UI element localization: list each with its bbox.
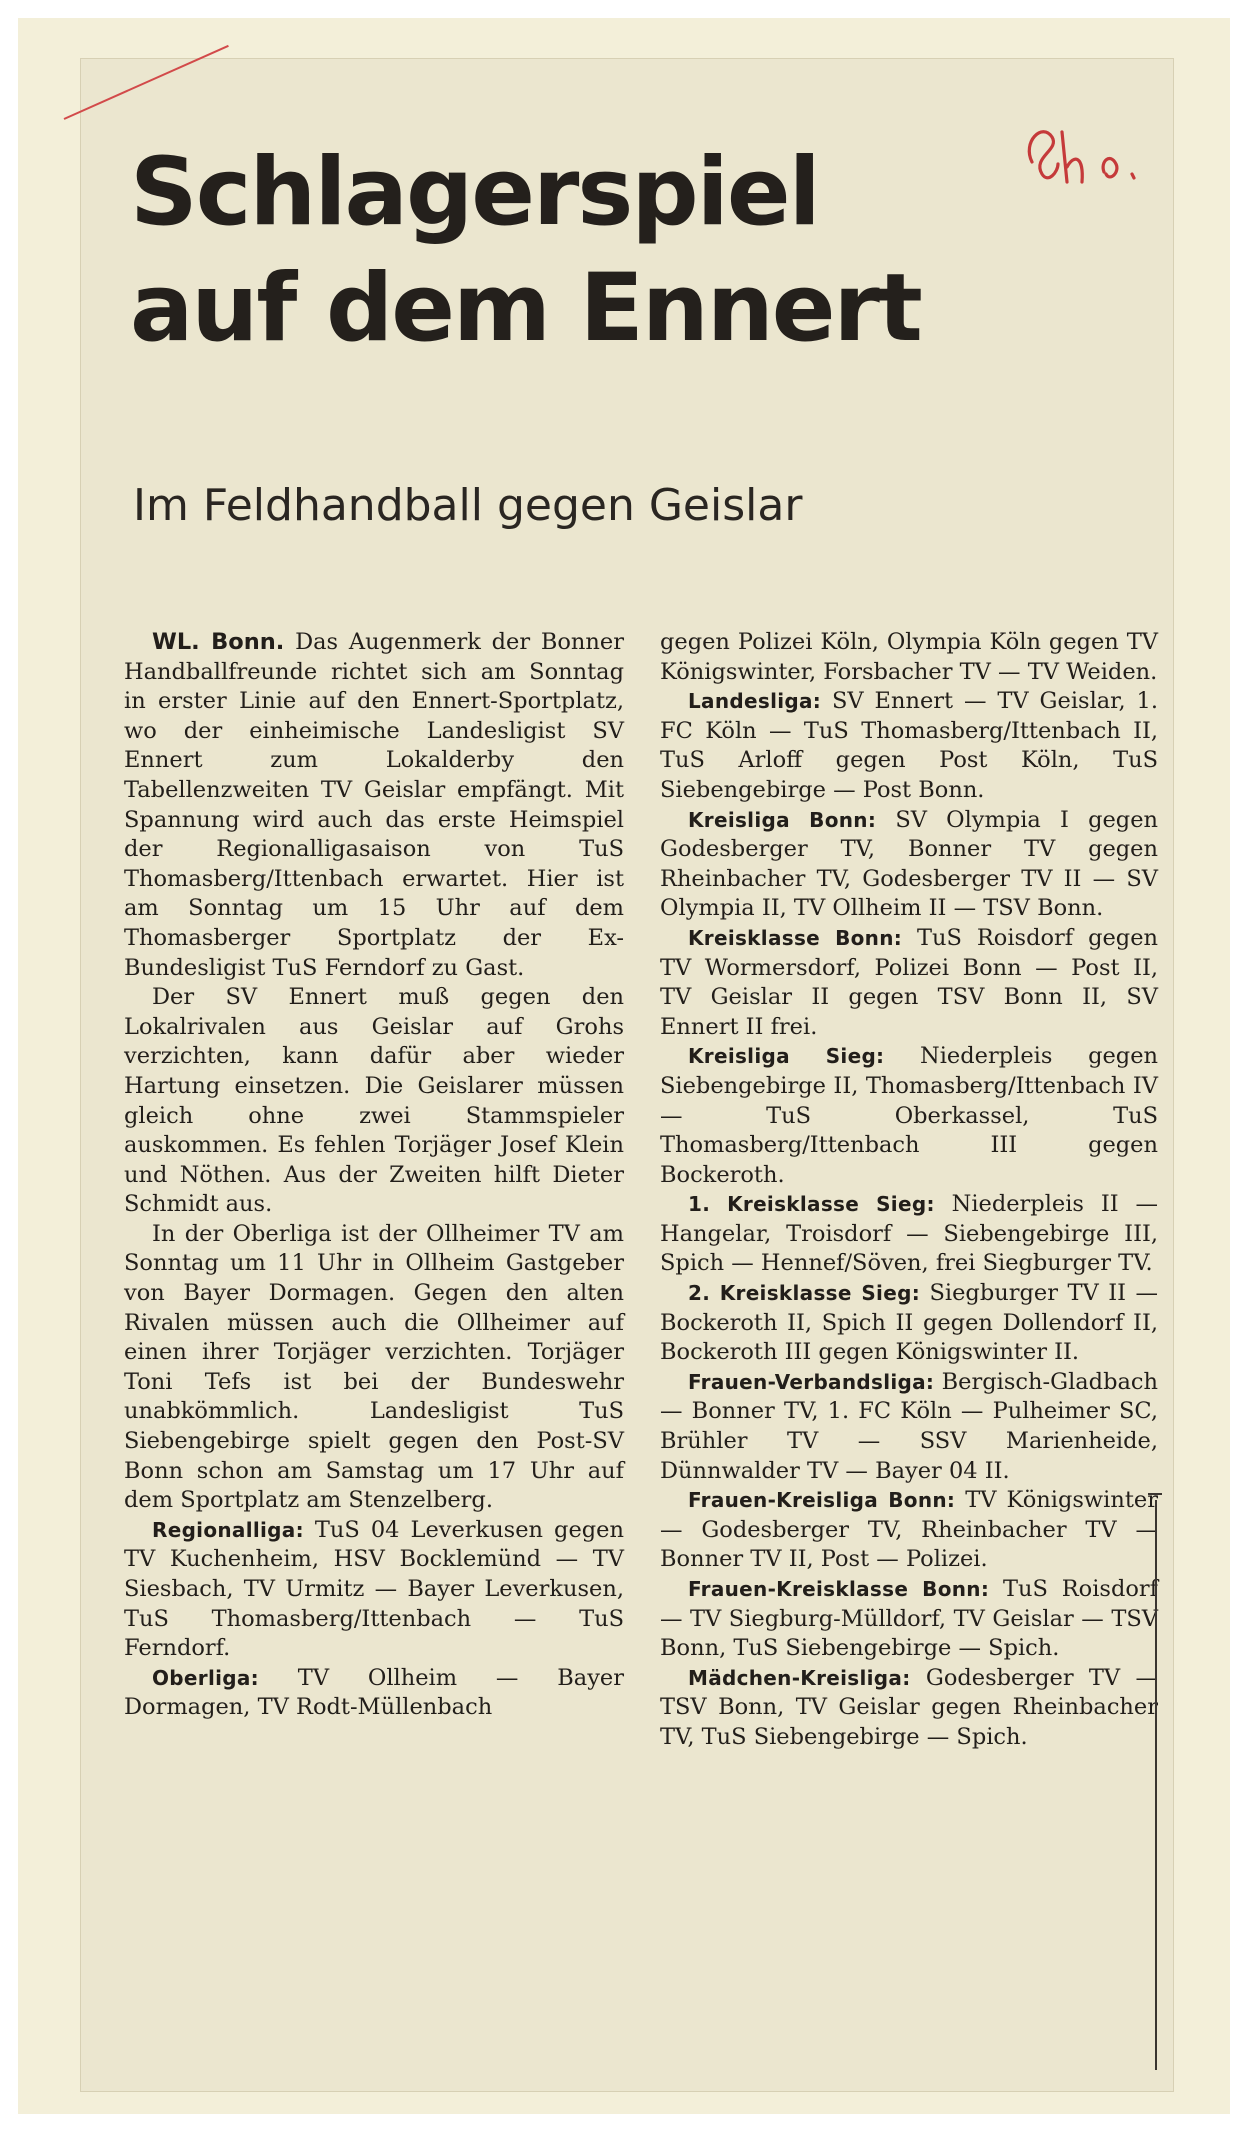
league-label: Kreisliga Sieg: (688, 1044, 885, 1069)
headline-line-2: auf dem Ennert (130, 254, 921, 363)
fixture-text: TV Königswinter — Godesberger TV, Rheinbacher TV — Bonner TV II, Post — Polizei. (660, 1487, 1158, 1573)
fixture-text: TuS Roisdorf gegen TV Wormersdorf, Polizei Bonn — Post II, TV Geislar II gegen TSV Bonn II, SV Ennert II frei. (660, 924, 1159, 1040)
league-label: Landesliga: (688, 689, 822, 714)
fixture-list (660, 687, 1158, 805)
fixture-text: Bergisch-Gladbach — Bonner TV, 1. FC Köln — Pulheimer SC, Brühler TV — SSV Marienheide, Dünnwalder TV — Bayer 04 II. (660, 1368, 1158, 1484)
league-label: Kreisklasse Bonn: (688, 925, 903, 950)
paragraph-text: In der Oberliga ist der Ollheimer TV am Sonntag um 11 Uhr in Ollheim Gastgeber von Bayer Dormagen. Gegen den alten Rivalen müssen auch die Ollheimer auf einen ihrer Torjäger verzichten. Torjäger Toni Tefs ist bei der Bundeswehr unabkömmlich. Landesligist TuS Siebengebirge spielt gegen den Post-SV Bonn schon am Samstag um 17 Uhr auf dem Sportplatz am Stenzelberg. (124, 1220, 624, 1514)
fixture-text: Niederpleis II — Hangelar, Troisdorf — Siebengebirge III, Spich — Hennef/Söven, frei Siegburger TV. (660, 1191, 1158, 1277)
fixture-list (660, 806, 1158, 924)
column-rule (1155, 1500, 1157, 2070)
league-label: Frauen-Kreisliga Bonn: (688, 1488, 956, 1513)
league-label: Oberliga: (152, 1665, 259, 1690)
fixture-text: TuS Roisdorf — TV Siegburg-Mülldorf, TV Geislar — TSV Bonn, TuS Siebengebirge — Spich. (660, 1576, 1158, 1662)
fixture-list (660, 924, 1158, 1042)
fixture-text: TuS 04 Leverkusen gegen TV Kuchenheim, HSV Bocklemünd — TV Siesbach, TV Urmitz — Bayer Leverkusen, TuS Thomasberg/Ittenbach — TuS Ferndorf. (124, 1516, 624, 1662)
league-label: Frauen-Verbandsliga: (688, 1369, 935, 1394)
league-label: 1. Kreisklasse Sieg: (688, 1192, 935, 1217)
fixture-list (660, 1368, 1158, 1486)
column-rule-tick (1148, 1493, 1162, 1495)
fixture-list (660, 1279, 1158, 1368)
league-label: Mädchen-Kreisliga: (688, 1665, 911, 1690)
headline-line-1: Schlagerspiel (130, 138, 819, 247)
fixture-text: SV Olympia I gegen Godesberger TV, Bonner TV gegen Rheinbacher TV, Godesberger TV II — SV Olympia II, TV Ollheim II — TSV Bonn. (660, 806, 1158, 922)
fixture-list (660, 1190, 1158, 1279)
subtitle: Im Feldhandball gegen Geislar (133, 480, 803, 531)
fixture-text: Godesberger TV — TSV Bonn, TV Geislar gegen Rheinbacher TV, TuS Siebengebirge — Spich. (660, 1664, 1158, 1750)
fixture-text: TV Ollheim — Bayer Dormagen, TV Rodt-Müllenbach (124, 1664, 624, 1721)
fixture-list (660, 628, 1158, 687)
fixture-text: Siegburger TV II — Bockeroth II, Spich II gegen Dollendorf II, Bockeroth III gegen Königswinter II. (660, 1280, 1158, 1366)
paragraph-text: Das Augenmerk der Bonner Handballfreunde richtet sich am Sonntag in erster Linie auf den Ennert-Sportplatz, wo der einheimische Landesligist SV Ennert zum Lokalderby den Tabellenzweiten TV Geislar empfängt. Mit Spannung wird auch das erste Heimspiel der Regionalligasaison von TuS Thomasberg/Ittenbach erwartet. Hier ist am Sonntag um 15 Uhr auf dem Thomasberger Sportplatz der Ex-Bundesligist TuS Ferndorf zu Gast. (124, 629, 624, 981)
paragraph (124, 1220, 624, 1516)
headline (130, 135, 1110, 367)
league-label: Frauen-Kreisklasse Bonn: (688, 1577, 990, 1601)
fixture-list (660, 1486, 1158, 1575)
fixture-text: gegen Polizei Köln, Olympia Köln gegen TV Königswinter, Forsbacher TV — TV Weiden. (660, 629, 1158, 685)
paragraph-text: Der SV Ennert muß gegen den Lokalrivalen aus Geislar auf Grohs verzichten, kann dafür aber wieder Hartung einsetzen. Die Geislarer müssen gleich ohne zwei Stammspieler auskommen. Es fehlen Torjäger Josef Klein und Nöthen. Aus der Zweiten hilft Dieter Schmidt aus. (124, 984, 624, 1218)
fixture-list (660, 1575, 1158, 1664)
fixture-list (124, 1516, 624, 1664)
league-label: Kreisliga Bonn: (688, 807, 877, 832)
fixture-list (660, 1664, 1158, 1753)
dateline: WL. Bonn. (152, 629, 285, 655)
article-column-left (124, 628, 624, 1723)
fixture-text: SV Ennert — TV Geislar, 1. FC Köln — TuS Thomasberg/Ittenbach II, TuS Arloff gegen Post Köln, TuS Siebengebirge — Post Bonn. (660, 688, 1158, 803)
paragraph (124, 628, 624, 983)
paragraph (124, 983, 624, 1220)
league-label: 2. Kreisklasse Sieg: (688, 1281, 920, 1306)
fixture-list (124, 1664, 624, 1723)
fixture-text: Niederpleis gegen Siebengebirge II, Thomasberg/Ittenbach IV — TuS Oberkassel, TuS Thomasberg/Ittenbach III gegen Bockeroth. (660, 1043, 1159, 1188)
fixture-list (660, 1042, 1158, 1190)
league-label: Regionalliga: (152, 1517, 304, 1542)
article-column-right (660, 628, 1158, 1753)
